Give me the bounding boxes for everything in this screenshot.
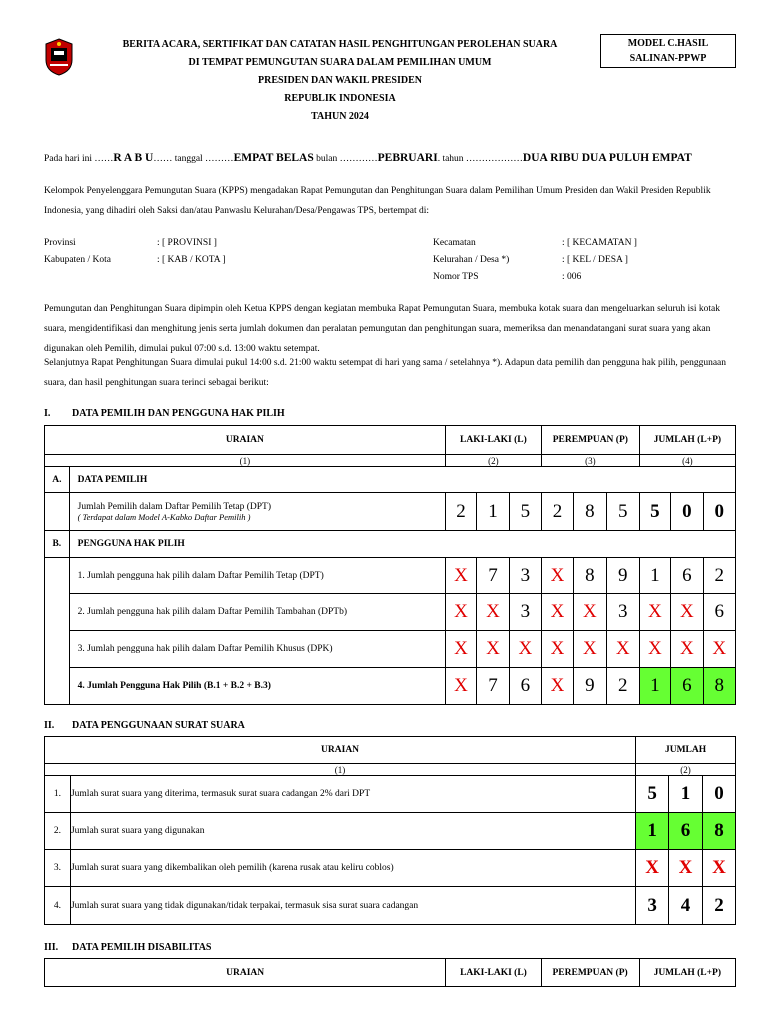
s3-head-laki: LAKI-LAKI (L) xyxy=(446,959,541,987)
section1-title: DATA PEMILIH DAN PENGGUNA HAK PILIH xyxy=(72,408,285,419)
b3-digit: X xyxy=(606,631,639,668)
header-line-3: PRESIDEN DAN WAKIL PRESIDEN xyxy=(257,75,423,86)
s2-row1-digit: 5 xyxy=(636,776,669,813)
intro-line xyxy=(44,148,736,169)
s2-row2-digit: 1 xyxy=(636,813,669,850)
paragraph-penghitungan: Selanjutnya Rapat Penghitungan Suara dimulai pukul 14:00 s.d. 21:00 waktu setempat di hari yang sama / setelahnya *). Adapun data pemilih dan pengguna hak pilih, penggunaan suara, dan hasil penghitungan suara terinci sebagai berikut: xyxy=(44,358,727,388)
b3-digit: X xyxy=(445,631,476,668)
b1-digit: X xyxy=(542,558,574,594)
b2-digit: 3 xyxy=(606,594,639,631)
b1-digit: 9 xyxy=(606,558,639,594)
s1-head-laki: LAKI-LAKI (L) xyxy=(445,426,541,455)
dpt-digit: 2 xyxy=(542,493,574,531)
dpt-digit: 0 xyxy=(703,493,735,531)
kec-label: Kecamatan xyxy=(433,238,476,248)
s1-idx-2: (2) xyxy=(445,455,541,467)
dpt-digit: 5 xyxy=(606,493,639,531)
s2-row3-digit: X xyxy=(636,850,669,887)
dpt-label-cell xyxy=(69,493,445,531)
b4-total-digit: 8 xyxy=(703,668,735,705)
s2-row3-digit: X xyxy=(703,850,736,887)
b2-digit: X xyxy=(573,594,606,631)
dpt-note: ( Terdapat dalam Model A-Kabko Daftar Pemilih ) xyxy=(77,511,251,522)
table-row xyxy=(45,813,736,850)
s2-idx-2: (2) xyxy=(636,764,736,776)
table-surat-suara xyxy=(44,736,736,925)
s2-row4-label: Jumlah surat suara yang tidak digunakan/tidak terpakai, termasuk sisa surat suara cadangan xyxy=(70,887,635,925)
b1-digit: 7 xyxy=(477,558,509,594)
tps-value: : 006 xyxy=(562,272,582,282)
dpt-digit: 8 xyxy=(573,493,606,531)
b1-label: 1. Jumlah pengguna hak pilih dalam Daftar Pemilih Tetap (DPT) xyxy=(69,558,445,594)
b2-digit: 3 xyxy=(509,594,541,631)
s2-head-uraian: URAIAN xyxy=(45,737,636,764)
s2-row2-digit: 6 xyxy=(669,813,703,850)
b4-label: 4. Jumlah Pengguna Hak Pilih (B.1 + B.2 + B.3) xyxy=(69,668,445,705)
s3-head-perempuan: PEREMPUAN (P) xyxy=(541,959,639,987)
s2-row4-num: 4. xyxy=(45,887,71,925)
b3-digit: X xyxy=(703,631,735,668)
b1-digit: 1 xyxy=(639,558,670,594)
b1-digit: 8 xyxy=(573,558,606,594)
b3-digit: X xyxy=(542,631,574,668)
s2-row2-digit: 8 xyxy=(703,813,736,850)
table-row xyxy=(45,668,736,705)
dpt-empty-cell xyxy=(45,493,70,531)
dpt-digit: 1 xyxy=(477,493,509,531)
dpt-label: Jumlah Pemilih dalam Daftar Pemilih Tetap (DPT) xyxy=(77,501,272,512)
dpt-digit: 0 xyxy=(671,493,703,531)
header-line-4: REPUBLIK INDONESIA xyxy=(284,93,396,104)
b2-digit: X xyxy=(477,594,509,631)
s2-row1-num: 1. xyxy=(45,776,71,813)
intro-t4: . tahun ……………… xyxy=(437,154,523,164)
b2-digit: X xyxy=(542,594,574,631)
b4-digit: X xyxy=(445,668,476,705)
table-disabilitas xyxy=(44,958,736,987)
intro-date: EMPAT BELAS xyxy=(233,152,314,164)
table-row xyxy=(45,594,736,631)
s1-idx-1: (1) xyxy=(45,455,446,467)
s1-idx-4: (4) xyxy=(639,455,735,467)
b-letter: B. xyxy=(45,531,70,558)
b4-digit: 6 xyxy=(509,668,541,705)
kec-value: : [ KECAMATAN ] xyxy=(562,238,637,248)
s2-row1-digit: 1 xyxy=(669,776,703,813)
b1-digit: 2 xyxy=(703,558,735,594)
b1-digit: X xyxy=(445,558,476,594)
b4-digit: 7 xyxy=(477,668,509,705)
kel-value: : [ KEL / DESA ] xyxy=(562,255,628,265)
b3-digit: X xyxy=(639,631,670,668)
s2-row3-digit: X xyxy=(669,850,703,887)
tps-label: Nomor TPS xyxy=(433,272,479,282)
s2-row2-num: 2. xyxy=(45,813,71,850)
b2-digit: X xyxy=(445,594,476,631)
header-line-1: BERITA ACARA, SERTIFIKAT DAN CATATAN HASIL PENGHITUNGAN PEROLEHAN SUARA xyxy=(122,39,558,50)
kel-label: Kelurahan / Desa *) xyxy=(433,255,510,265)
b3-digit: X xyxy=(477,631,509,668)
s1-head-uraian: URAIAN xyxy=(45,426,446,455)
b4-digit: 2 xyxy=(606,668,639,705)
paragraph-pemungutan: Pemungutan dan Penghitungan Suara dipimpin oleh Ketua KPPS dengan kegiatan membuka Rapat Pemungutan Suara, membuka kotak suara dan mengeluarkan seluruh isi kotak suara, mengidentifikasi dan menghitung jenis serta jumlah dokumen dan peralatan pemungutan dan penghitungan suara, memeriksa dan menandatangani surat suara yang akan digunakan oleh Pemilih, dimulai pukul 07:00 s.d. 13:00 waktu setempat. xyxy=(44,304,720,354)
table-row xyxy=(45,558,736,594)
table-row xyxy=(45,887,736,925)
b2-label: 2. Jumlah pengguna hak pilih dalam Daftar Pemilih Tambahan (DPTb) xyxy=(69,594,445,631)
kpu-logo-icon xyxy=(44,38,74,76)
a-title: DATA PEMILIH xyxy=(69,467,735,493)
s2-row3-label: Jumlah surat suara yang dikembalikan oleh pemilih (karena rusak atau keliru coblos) xyxy=(70,850,635,887)
s2-row4-digit: 4 xyxy=(669,887,703,925)
section3-title: DATA PEMILIH DISABILITAS xyxy=(72,942,212,953)
intro-day: R A B U xyxy=(113,152,154,164)
section1-num: I. xyxy=(44,408,51,419)
intro-year: DUA RIBU DUA PULUH EMPAT xyxy=(522,152,692,164)
s2-head-jumlah: JUMLAH xyxy=(636,737,736,764)
b4-total-digit: 6 xyxy=(671,668,703,705)
dpt-digit: 2 xyxy=(445,493,476,531)
s2-row2-label: Jumlah surat suara yang digunakan xyxy=(70,813,635,850)
intro-month: PEBRUARI xyxy=(377,152,438,164)
b4-digit: X xyxy=(542,668,574,705)
b1-digit: 3 xyxy=(509,558,541,594)
s2-row4-digit: 3 xyxy=(636,887,669,925)
kab-label: Kabupaten / Kota xyxy=(44,255,112,265)
s2-row3-num: 3. xyxy=(45,850,71,887)
s3-head-jumlah: JUMLAH (L+P) xyxy=(639,959,735,987)
b-rows-empty-cell xyxy=(45,558,70,705)
b2-digit: X xyxy=(639,594,670,631)
s1-head-perempuan: PEREMPUAN (P) xyxy=(542,426,640,455)
paragraph-kpps: Kelompok Penyelenggara Pemungutan Suara (KPPS) mengadakan Rapat Pemungutan dan Penghitungan Suara dalam Pemilihan Umum Presiden dan Wakil Presiden Republik Indonesia, yang dihadiri oleh Saksi dan/atau Panwaslu Kelurahan/Desa/Pengawas TPS, bertempat di: xyxy=(44,186,711,216)
section2-title: DATA PENGGUNAAN SURAT SUARA xyxy=(72,720,245,731)
b1-digit: 6 xyxy=(671,558,703,594)
s3-head-uraian: URAIAN xyxy=(45,959,446,987)
header-line-2: DI TEMPAT PEMUNGUTAN SUARA DALAM PEMILIHAN UMUM xyxy=(188,57,492,68)
table-row xyxy=(45,776,736,813)
a-letter: A. xyxy=(45,467,70,493)
intro-t1: Pada hari ini …… xyxy=(44,154,114,164)
document-header xyxy=(80,36,600,126)
s1-idx-3: (3) xyxy=(542,455,640,467)
s2-idx-1: (1) xyxy=(45,764,636,776)
b3-label: 3. Jumlah pengguna hak pilih dalam Daftar Pemilih Khusus (DPK) xyxy=(69,631,445,668)
b-title: PENGGUNA HAK PILIH xyxy=(69,531,735,558)
b2-digit: X xyxy=(671,594,703,631)
s2-row4-digit: 2 xyxy=(703,887,736,925)
model-line-2: SALINAN-PPWP xyxy=(629,53,707,64)
b4-digit: 9 xyxy=(573,668,606,705)
dpt-digit: 5 xyxy=(509,493,541,531)
b3-digit: X xyxy=(509,631,541,668)
table-row xyxy=(45,631,736,668)
dpt-digit: 5 xyxy=(639,493,670,531)
table-row xyxy=(45,850,736,887)
provinsi-value: : [ PROVINSI ] xyxy=(157,238,217,248)
kab-value: : [ KAB / KOTA ] xyxy=(157,255,226,265)
s1-head-jumlah: JUMLAH (L+P) xyxy=(639,426,735,455)
b2-digit: 6 xyxy=(703,594,735,631)
provinsi-label: Provinsi xyxy=(44,238,76,248)
b3-digit: X xyxy=(671,631,703,668)
intro-t2: …… tanggal ……… xyxy=(153,154,234,164)
intro-t3: bulan ………… xyxy=(313,154,378,164)
model-line-1: MODEL C.HASIL xyxy=(627,38,709,49)
model-box xyxy=(600,34,736,68)
table-data-pemilih xyxy=(44,425,736,705)
b3-digit: X xyxy=(573,631,606,668)
s2-row1-label: Jumlah surat suara yang diterima, termasuk surat suara cadangan 2% dari DPT xyxy=(70,776,635,813)
section2-num: II. xyxy=(44,720,55,731)
section3-num: III. xyxy=(44,942,59,953)
s2-row1-digit: 0 xyxy=(703,776,736,813)
header-line-5: TAHUN 2024 xyxy=(311,111,369,122)
b4-total-digit: 1 xyxy=(639,668,670,705)
